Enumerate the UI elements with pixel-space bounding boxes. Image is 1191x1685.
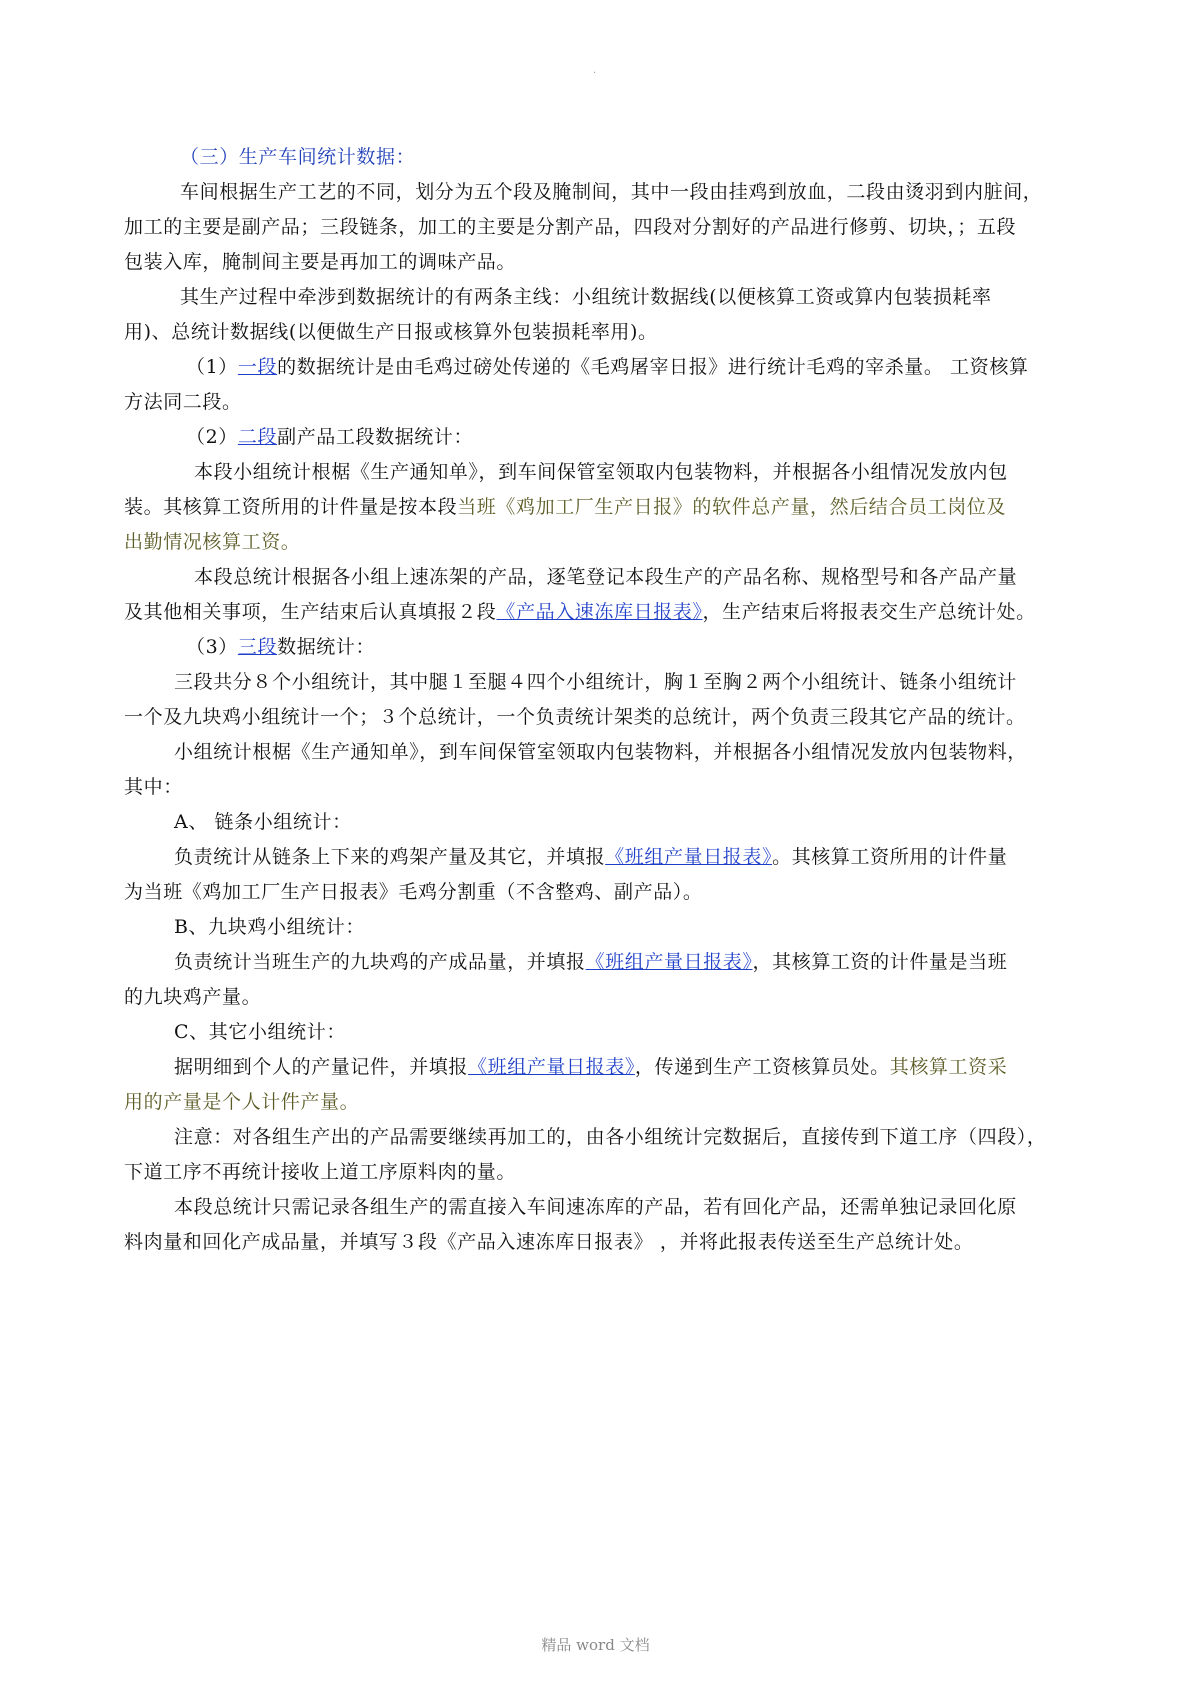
link-duan-1[interactable]: 一段 [237,356,278,378]
paragraph-text: ，其核算工资的计件量是当班 [752,951,1008,973]
paragraph-line [124,595,1084,630]
subsection-a-title: A、 链条小组统计： [174,811,352,833]
paragraph-line: 其生产过程中牵涉到数据统计的有两条主线：小组统计数据线(以便核算工资或算内包装损耗率 [180,286,992,308]
paragraph-text: 。其核算工资所用的计件量 [772,846,1008,868]
paragraph-line: 包装入库，腌制间主要是再加工的调味产品。 [124,251,517,273]
section-title: （三）生产车间统计数据： [180,146,416,168]
paragraph-line [124,945,1084,980]
link-product-freezer-report[interactable]: 《产品入速冻库日报表》 [496,601,703,623]
paragraph-line: 其中： [124,776,183,798]
item-3-line [124,630,1084,665]
paragraph-line: 本段总统计只需记录各组生产的需直接入车间速冻库的产品，若有回化产品，还需单独记录回化原 [174,1196,1017,1218]
header-dot: . [593,65,597,76]
paragraph-text: 据明细到个人的产量记件，并填报 [174,1056,469,1078]
paragraph-text: 装。其核算工资所用的计件量是按本段 [124,496,458,518]
paragraph-text: 负责统计从链条上下来的鸡架产量及其它，并填报 [174,846,606,868]
paragraph-line: 的九块鸡产量。 [124,986,262,1008]
paragraph-line: 为当班《鸡加工厂生产日报表》毛鸡分割重（不含整鸡、副产品）。 [124,881,703,903]
paragraph-text: 负责统计当班生产的九块鸡的产成品量，并填报 [174,951,586,973]
document-body [124,140,1084,1260]
paragraph-line [124,840,1084,875]
paragraph-text: ，生产结束后将报表交生产总统计处。 [702,601,1036,623]
item-3-prefix: （3） [186,636,238,658]
paragraph-line: 方法同二段。 [124,391,242,413]
paragraph-line: 小组统计根椐《生产通知单》，到车间保管室领取内包装物料，并根据各小组情况发放内包装物料， [174,741,1027,763]
item-2-prefix: （2） [186,426,238,448]
item-3-text: 数据统计： [277,636,376,658]
paragraph-line: 本段总统计根据各小组上速冻架的产品，逐笔登记本段生产的产品名称、规格型号和各产品产量 [194,566,1018,588]
note-line: 注意：对各组生产出的产品需要继续再加工的，由各小组统计完数据后，直接传到下道工序（四段）， [174,1126,1047,1148]
paragraph-text: ，传递到生产工资核算员处。 [634,1056,890,1078]
paragraph-line: 加工的主要是副产品；三段链条，加工的主要是分割产品，四段对分割好的产品进行修剪、切块，；五段 [124,216,1017,238]
subsection-c-title: C、其它小组统计： [174,1021,346,1043]
paragraph-line [124,1050,1084,1085]
item-2-text: 副产品工段数据统计： [277,426,474,448]
paragraph-line: 本段小组统计根椐《生产通知单》，到车间保管室领取内包装物料，并根据各小组情况发放内包 [194,461,1008,483]
highlight-text: 当班《鸡加工厂生产日报》的软件总产量，然后结合员工岗位及 [457,496,1007,518]
link-duan-2[interactable]: 二段 [237,426,278,448]
link-team-output-report[interactable]: 《班组产量日报表》 [605,846,773,868]
note-line: 下道工序不再统计接收上道工序原料肉的量。 [124,1161,517,1183]
highlight-text: 用的产量是个人计件产量。 [124,1091,360,1113]
highlight-text: 出勤情况核算工资。 [124,531,301,553]
highlight-text: 其核算工资采 [889,1056,1008,1078]
link-team-output-report[interactable]: 《班组产量日报表》 [585,951,753,973]
paragraph-line [124,490,1084,525]
item-2-line [124,420,1084,455]
item-1-text: 的数据统计是由毛鸡过磅处传递的《毛鸡屠宰日报》进行统计毛鸡的宰杀量。 工资核算 [277,356,1029,378]
paragraph-line: 一个及九块鸡小组统计一个；３个总统计，一个负责统计架类的总统计，两个负责三段其它产品的统计。 [124,706,1026,728]
subsection-b-title: B、九块鸡小组统计： [174,916,365,938]
page-footer: 精品 word 文档 [541,1636,650,1654]
paragraph-line: 车间根据生产工艺的不同，划分为五个段及腌制间，其中一段由挂鸡到放血，二段由烫羽到内脏间， [180,181,1043,203]
paragraph-line: 用)、总统计数据线(以便做生产日报或核算外包装损耗率用)。 [124,321,658,343]
item-1-prefix: （1） [186,356,238,378]
link-duan-3[interactable]: 三段 [237,636,278,658]
paragraph-line: 三段共分８个小组统计，其中腿１至腿４四个小组统计，胸１至胸２两个小组统计、链条小组统计 [174,671,1017,693]
paragraph-line: 料肉量和回化产成品量，并填写３段《产品入速冻库日报表》 ，并将此报表传送至生产总统计处。 [124,1231,974,1253]
link-team-output-report[interactable]: 《班组产量日报表》 [468,1056,635,1078]
paragraph-text: 及其他相关事项，生产结束后认真填报２段 [124,601,497,623]
item-1-line [124,350,1084,385]
